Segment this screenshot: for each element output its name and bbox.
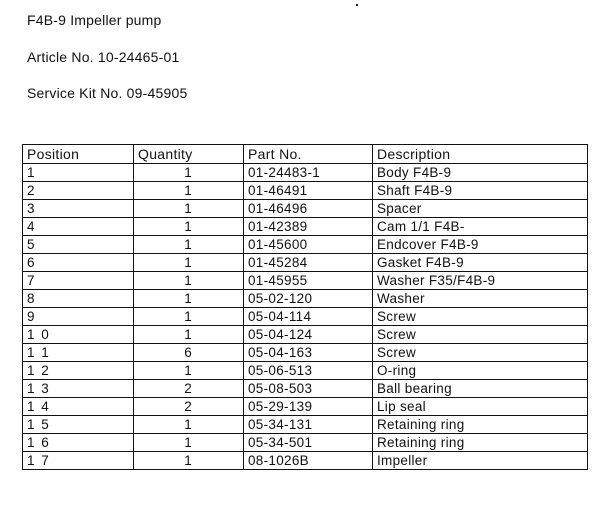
article-number: Article No. 10-24465-01 (27, 49, 180, 65)
cell-position: 1 0 (23, 326, 134, 344)
document-title: F4B-9 Impeller pump (27, 12, 162, 28)
cell-position: 2 (23, 182, 134, 200)
cell-description: Cam 1/1 F4B- (373, 218, 588, 236)
cell-description: Lip seal (373, 398, 588, 416)
cell-description: Screw (373, 308, 588, 326)
cell-description: Body F4B-9 (373, 164, 588, 182)
cell-position: 4 (23, 218, 134, 236)
cell-quantity: 1 (134, 254, 244, 272)
table-row (23, 380, 588, 398)
table-row (23, 308, 588, 326)
parts-table (22, 144, 588, 470)
table-row (23, 182, 588, 200)
table-row (23, 272, 588, 290)
cell-quantity: 2 (134, 380, 244, 398)
table-row (23, 398, 588, 416)
cell-position: 6 (23, 254, 134, 272)
cell-part-no: 05-04-124 (244, 326, 373, 344)
table-row (23, 200, 588, 218)
cell-part-no: 05-29-139 (244, 398, 373, 416)
table-row (23, 254, 588, 272)
cell-quantity: 1 (134, 362, 244, 380)
cell-part-no: 01-45284 (244, 254, 373, 272)
cell-part-no: 05-02-120 (244, 290, 373, 308)
cell-position: 1 6 (23, 434, 134, 452)
cell-description: Gasket F4B-9 (373, 254, 588, 272)
table-row (23, 344, 588, 362)
cell-position: 1 2 (23, 362, 134, 380)
cell-position: 1 3 (23, 380, 134, 398)
parts-table-body (23, 164, 588, 470)
cell-part-no: 05-06-513 (244, 362, 373, 380)
column-header-quantity: Quantity (134, 145, 244, 164)
table-header-row (23, 145, 588, 164)
cell-position: 1 (23, 164, 134, 182)
cell-description: Washer (373, 290, 588, 308)
column-header-part-no: Part No. (244, 145, 373, 164)
cell-part-no: 01-42389 (244, 218, 373, 236)
table-row (23, 416, 588, 434)
cell-quantity: 1 (134, 452, 244, 470)
cell-part-no: 01-45955 (244, 272, 373, 290)
cell-part-no: 01-24483-1 (244, 164, 373, 182)
cell-position: 5 (23, 236, 134, 254)
table-row (23, 218, 588, 236)
cell-description: Spacer (373, 200, 588, 218)
cell-quantity: 1 (134, 200, 244, 218)
cell-position: 3 (23, 200, 134, 218)
cell-description: Endcover F4B-9 (373, 236, 588, 254)
cell-description: Screw (373, 326, 588, 344)
cell-part-no: 05-34-131 (244, 416, 373, 434)
cell-quantity: 1 (134, 272, 244, 290)
table-row (23, 434, 588, 452)
cell-description: O-ring (373, 362, 588, 380)
cell-description: Impeller (373, 452, 588, 470)
table-row (23, 326, 588, 344)
cell-part-no: 01-46496 (244, 200, 373, 218)
cell-description: Shaft F4B-9 (373, 182, 588, 200)
table-row (23, 164, 588, 182)
column-header-position: Position (23, 145, 134, 164)
stray-mark (356, 4, 358, 6)
cell-quantity: 1 (134, 308, 244, 326)
table-row (23, 290, 588, 308)
cell-quantity: 1 (134, 236, 244, 254)
cell-position: 1 5 (23, 416, 134, 434)
cell-part-no: 08-1026B (244, 452, 373, 470)
cell-quantity: 1 (134, 290, 244, 308)
cell-part-no: 05-08-503 (244, 380, 373, 398)
cell-position: 1 4 (23, 398, 134, 416)
table-row (23, 452, 588, 470)
cell-quantity: 1 (134, 326, 244, 344)
cell-quantity: 6 (134, 344, 244, 362)
cell-position: 9 (23, 308, 134, 326)
cell-quantity: 1 (134, 416, 244, 434)
cell-quantity: 1 (134, 218, 244, 236)
cell-position: 1 1 (23, 344, 134, 362)
cell-description: Ball bearing (373, 380, 588, 398)
cell-quantity: 2 (134, 398, 244, 416)
table-row (23, 362, 588, 380)
service-kit-number: Service Kit No. 09-45905 (27, 85, 188, 101)
cell-part-no: 05-04-114 (244, 308, 373, 326)
cell-position: 1 7 (23, 452, 134, 470)
cell-part-no: 05-04-163 (244, 344, 373, 362)
cell-part-no: 01-46491 (244, 182, 373, 200)
cell-part-no: 05-34-501 (244, 434, 373, 452)
cell-quantity: 1 (134, 434, 244, 452)
cell-quantity: 1 (134, 164, 244, 182)
table-row (23, 236, 588, 254)
cell-part-no: 01-45600 (244, 236, 373, 254)
cell-quantity: 1 (134, 182, 244, 200)
cell-position: 8 (23, 290, 134, 308)
column-header-description: Description (373, 145, 588, 164)
cell-description: Retaining ring (373, 416, 588, 434)
cell-description: Screw (373, 344, 588, 362)
cell-description: Washer F35/F4B-9 (373, 272, 588, 290)
cell-description: Retaining ring (373, 434, 588, 452)
cell-position: 7 (23, 272, 134, 290)
